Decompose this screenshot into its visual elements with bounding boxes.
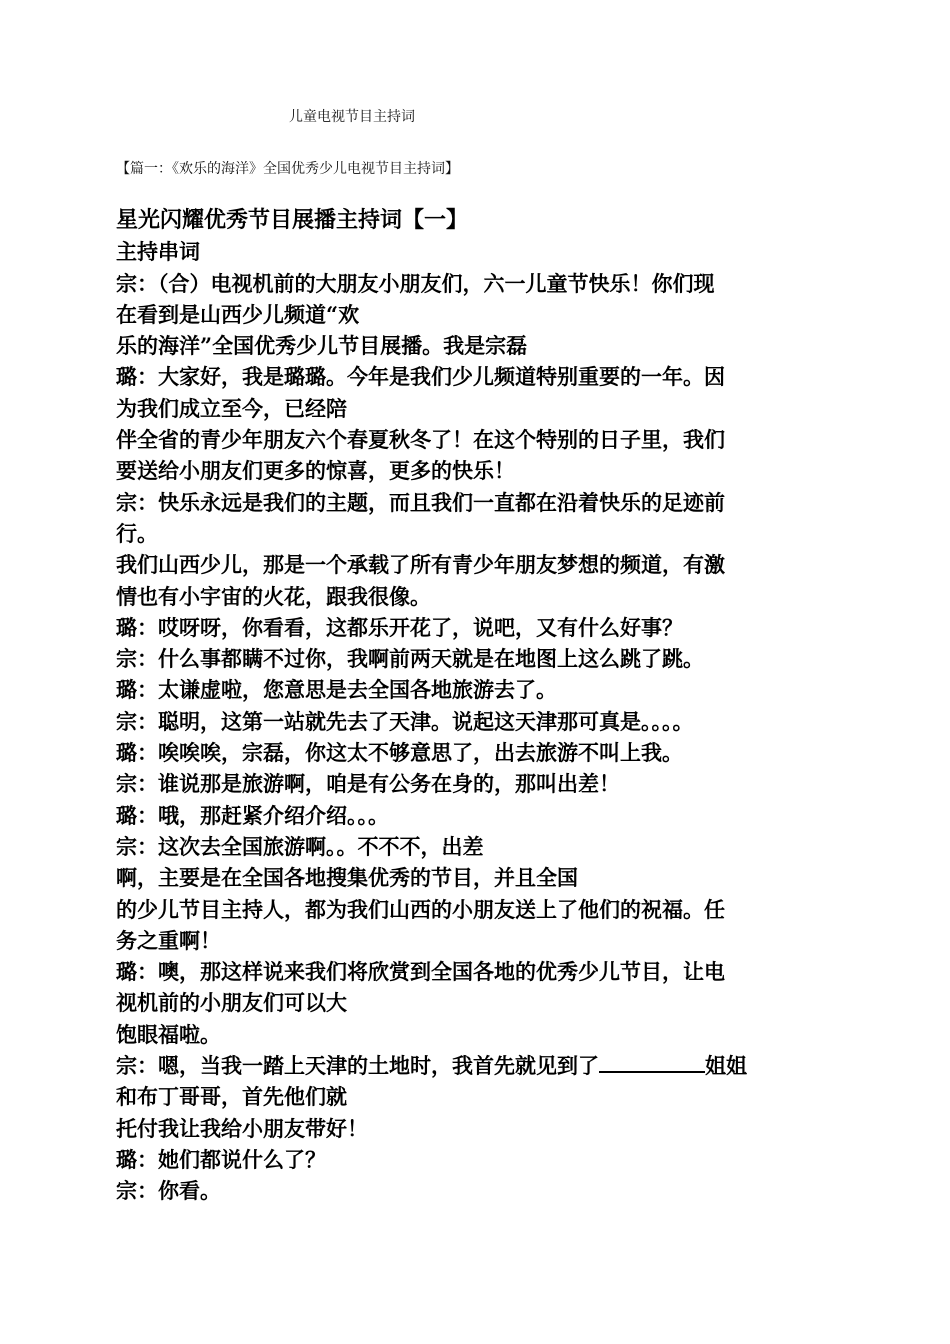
text-line: 和布丁哥哥，首先他们就: [116, 1084, 347, 1110]
text-line: 伴全省的青少年朋友六个春夏秋冬了！在这个特别的日子里，我们: [116, 427, 725, 453]
text-line: 璐：哦，那赶紧介绍介绍。。。: [116, 802, 389, 828]
text-line: 在看到是山西少儿频道“欢: [116, 301, 360, 327]
text-line: 宗：什么事都瞒不过你，我啊前两天就是在地图上这么跳了跳。: [116, 646, 704, 672]
text-line: 璐：唉唉唉，宗磊，你这太不够意思了，出去旅游不叫上我。: [116, 740, 683, 766]
script-subheading: 主持串词: [116, 239, 200, 265]
text-line: 饱眼福啦。: [116, 1021, 221, 1047]
text-line: 情也有小宇宙的火花，跟我很像。: [116, 583, 431, 609]
text-after-blank: 姐姐: [705, 1053, 747, 1079]
text-line: 宗：这次去全国旅游啊。。不不不，出差: [116, 833, 484, 859]
text-line: 务之重啊！: [116, 927, 221, 953]
document-title: 儿童电视节目主持词: [289, 109, 415, 125]
text-line: 宗：谁说那是旅游啊，咱是有公务在身的，那叫出差！: [116, 771, 620, 797]
text-line: 璐：哎呀呀，你看看，这都乐开花了，说吧，又有什么好事？: [116, 614, 683, 640]
text-line: 的少儿节目主持人，都为我们山西的小朋友送上了他们的祝福。任: [116, 896, 725, 922]
text-line: 宗：（合）电视机前的大朋友小朋友们，六一儿童节快乐！你们现: [116, 270, 715, 296]
text-line: 璐：噢，那这样说来我们将欣赏到全国各地的优秀少儿节目，让电: [116, 959, 725, 985]
text-line: 宗：聪明，这第一站就先去了天津。说起这天津那可真是。。。。: [116, 708, 694, 734]
text-line: 托付我让我给小朋友带好！: [116, 1115, 368, 1141]
text-before-blank: 宗：嗯，当我一踏上天津的土地时，我首先就见到了: [116, 1053, 599, 1079]
text-line: 璐：大家好，我是璐璐。今年是我们少儿频道特别重要的一年。因: [116, 364, 725, 390]
text-line-with-blank: [116, 1050, 836, 1081]
section-heading: 【篇一：《欢乐的海洋》全国优秀少儿电视节目主持词】: [116, 161, 459, 177]
text-line: 璐：她们都说什么了？: [116, 1146, 326, 1172]
text-line: 宗：你看。: [116, 1178, 221, 1204]
text-line: 啊，主要是在全国各地搜集优秀的节目，并且全国: [116, 865, 578, 891]
script-heading: 星光闪耀优秀节目展播主持词【一】: [116, 207, 469, 233]
text-line: 宗：快乐永远是我们的主题，而且我们一直都在沿着快乐的足迹前: [116, 489, 725, 515]
script-body: [116, 205, 836, 1207]
text-line: 璐：太谦虚啦，您意思是去全国各地旅游去了。: [116, 677, 557, 703]
text-line: 我们山西少儿，那是一个承载了所有青少年朋友梦想的频道，有激: [116, 552, 725, 578]
text-line: 为我们成立至今，已经陪: [116, 395, 347, 421]
text-line: 视机前的小朋友们可以大: [116, 990, 347, 1016]
fill-in-blank: [599, 1051, 705, 1073]
text-line: 乐的海洋”全国优秀少儿节目展播。我是宗磊: [116, 333, 528, 359]
text-line: 行。: [116, 520, 158, 546]
text-line: 要送给小朋友们更多的惊喜，更多的快乐！: [116, 458, 515, 484]
